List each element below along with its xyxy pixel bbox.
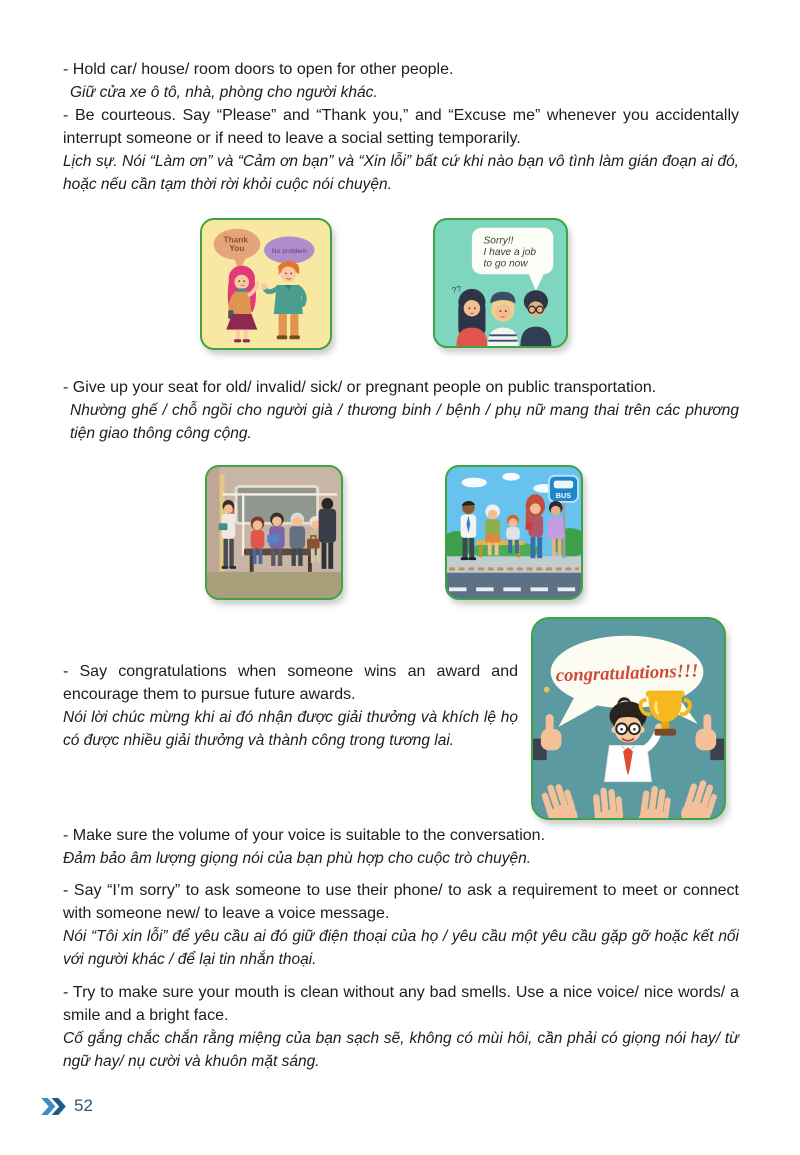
page-footer <box>40 1096 93 1116</box>
person-beanie <box>487 292 518 346</box>
seated-girl <box>251 516 265 564</box>
thumbs-up-left <box>533 714 561 760</box>
double-chevron-icon <box>40 1097 67 1116</box>
woman-dark-hair <box>456 289 487 346</box>
svg-text:BUS: BUS <box>555 491 572 501</box>
instruction-en-courteous: - Be courteous. Say “Please” and “Thank you,” and “Excuse me” whenever you accidentally interrupt someone or if need to leave a social setting temporarily. <box>63 107 739 147</box>
instruction-en-clean-mouth: - Try to make sure your mouth is clean without any bad smells. Use a nice voice/ nice words/ a smile and a bright face. <box>63 984 739 1024</box>
section-clean-mouth <box>63 981 739 1073</box>
sorry-bubble <box>472 228 553 291</box>
bus-stop-scene <box>447 467 581 598</box>
man-figure <box>261 261 305 339</box>
thank-you-bubble <box>214 229 261 272</box>
translation-vi-courteous: Lịch sự. Nói “Làm ơn” và “Cảm ơn bạn” và “Xin lỗi” bất cứ khi nào bạn vô tình làm gián đoạn ai đó, hoặc nếu cần tạm thời rời khỏi cuộc nói chuyện. <box>63 153 739 193</box>
translation-vi-seat: Nhường ghế / chỗ ngồi cho người già / thương binh / bệnh / phụ nữ mang thai trên các phương tiện giao thông công cộng. <box>70 402 739 442</box>
section-hold-doors <box>63 58 739 196</box>
translation-vi-hold-doors: Giữ cửa xe ô tô, nhà, phòng cho người khác. <box>70 84 378 101</box>
illustration-bus-stop <box>445 465 583 600</box>
section-volume <box>63 824 739 870</box>
section-congratulate <box>63 660 518 752</box>
illustration-congratulations <box>531 617 726 820</box>
applauding-hands <box>537 777 720 818</box>
woman-figure <box>226 266 257 343</box>
translation-vi-clean-mouth: Cố gắng chắc chắn rằng miệng của bạn sạch sẽ, không có mùi hôi, cần phải có giọng nói hay/ từ ngữ hay/ nụ cười và khuôn mặt sáng. <box>63 1030 739 1070</box>
subway-scene <box>207 467 341 598</box>
svg-text:Thank You: Thank You <box>223 235 248 254</box>
man-glasses <box>520 290 551 346</box>
translation-vi-im-sorry: Nói “Tôi xin lỗi” để yêu cầu ai đó giữ điện thoại của họ / yêu cầu một yêu cầu gặp gỡ hoặc kết nối với người khác / để lại tin nhắn thoại. <box>63 928 739 968</box>
section-give-up-seat <box>63 376 739 445</box>
page-number: 52 <box>74 1096 93 1115</box>
svg-text:congratulations!!!: congratulations!!! <box>555 660 699 687</box>
svg-text:No problem: No problem <box>271 247 307 255</box>
thank-you-scene <box>202 220 330 348</box>
seated-elderly-man <box>290 513 306 566</box>
instruction-en-seat: - Give up your seat for old/ invalid/ sick/ or pregnant people on public transportation. <box>63 379 657 396</box>
question-marks: ?? <box>450 283 463 296</box>
illustration-subway <box>205 465 343 600</box>
instruction-en-im-sorry: - Say “I’m sorry” to ask someone to use their phone/ to ask a requirement to meet or connect with someone new/ to leave a voice message. <box>63 882 739 922</box>
illustration-thank-you <box>200 218 332 350</box>
road <box>447 573 581 598</box>
translation-vi-volume: Đảm bảo âm lượng giọng nói của bạn phù hợp cho cuộc trò chuyện. <box>63 850 532 867</box>
instruction-en-hold-doors: - Hold car/ house/ room doors to open for other people. <box>63 61 454 78</box>
handrail <box>223 493 338 495</box>
cloud <box>462 478 487 488</box>
instruction-en-congratulate: - Say congratulations when someone wins an award and encourage them to pursue future awards. <box>63 663 518 703</box>
instruction-en-volume: - Make sure the volume of your voice is suitable to the conversation. <box>63 827 546 844</box>
congratulations-scene <box>533 619 724 818</box>
sorry-scene <box>435 220 566 346</box>
section-im-sorry <box>63 879 739 971</box>
thumbs-up-right <box>696 714 724 760</box>
train-floor <box>207 572 341 598</box>
illustration-sorry <box>433 218 568 348</box>
svg-text:Sorry!! I have a job: Sorry!! I have a job to go now <box>483 235 537 270</box>
translation-vi-congratulate: Nói lời chúc mừng khi ai đó nhận được giải thưởng và khích lệ họ có được nhiều giải thưởng và thành công trong tương lai. <box>63 709 518 749</box>
